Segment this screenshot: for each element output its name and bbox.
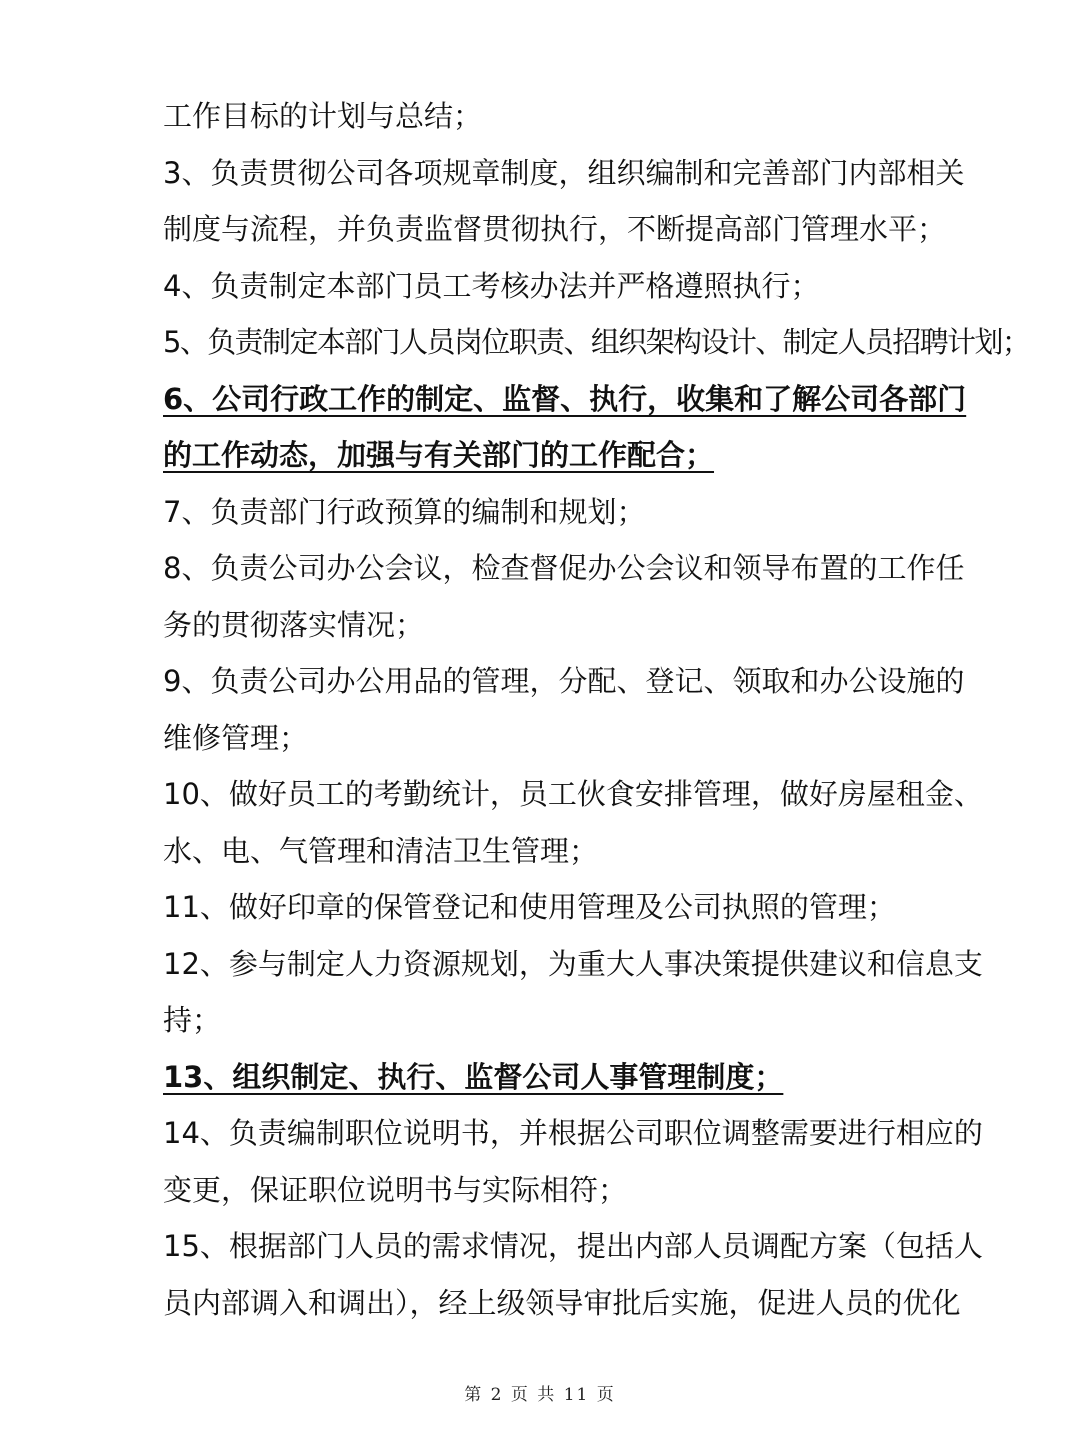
text-line <box>163 597 923 654</box>
text-line <box>163 936 983 993</box>
text-line <box>163 258 923 315</box>
text-line <box>163 1162 923 1219</box>
line-text: 员内部调入和调出），经上级领导审批后实施，促进人员的优化 <box>163 1285 961 1320</box>
line-text: 3、负责贯彻公司各项规章制度，组织编制和完善部门内部相关 <box>163 155 965 190</box>
line-text: 工作目标的计划与总结； <box>163 99 483 133</box>
text-line <box>163 823 923 880</box>
text-line <box>163 710 923 767</box>
line-text: 6、公司行政工作的制定、监督、执行，收集和了解公司各部门 <box>163 381 967 416</box>
line-text: 11、做好印章的保管登记和使用管理及公司执照的管理； <box>163 890 896 924</box>
text-line <box>163 1105 983 1162</box>
text-line <box>163 540 965 597</box>
line-text: 4、负责制定本部门员工考核办法并严格遵照执行； <box>163 268 820 303</box>
text-line <box>163 1275 961 1332</box>
text-line <box>163 314 1030 371</box>
line-text: 13、组织制定、执行、监督公司人事管理制度； <box>163 1059 784 1094</box>
line-text: 9、负责公司办公用品的管理，分配、登记、领取和办公设施的 <box>163 664 965 698</box>
line-text: 的工作动态，加强与有关部门的工作配合； <box>163 438 715 472</box>
line-text: 制度与流程，并负责监督贯彻执行，不断提高部门管理水平； <box>163 212 947 246</box>
line-text: 8、负责公司办公会议，检查督促办公会议和领导布置的工作任 <box>163 551 965 585</box>
text-line <box>163 201 947 258</box>
text-line <box>163 88 923 145</box>
document-body <box>163 88 1030 1331</box>
line-text: 7、负责部门行政预算的编制和规划； <box>163 494 646 529</box>
line-text: 水、电、气管理和清洁卫生管理； <box>163 833 599 868</box>
line-text: 10、做好员工的考勤统计，员工伙食安排管理，做好房屋租金、 <box>163 777 983 811</box>
bold-text-line <box>163 427 923 484</box>
text-line <box>163 653 965 710</box>
line-text: 变更，保证职位说明书与实际相符； <box>163 1172 628 1207</box>
line-text: 5、负责制定本部门人员岗位职责、组织架构设计、制定人员招聘计划； <box>163 325 1030 359</box>
line-text: 12、参与制定人力资源规划，为重大人事决策提供建议和信息支 <box>163 946 983 981</box>
bold-text-line <box>163 1049 923 1106</box>
text-line <box>163 766 983 823</box>
line-text: 15、根据部门人员的需求情况，提出内部人员调配方案（包括人 <box>163 1229 983 1263</box>
line-text: 14、负责编制职位说明书，并根据公司职位调整需要进行相应的 <box>163 1116 983 1150</box>
text-line <box>163 145 965 202</box>
text-line <box>163 992 923 1049</box>
line-text: 持； <box>163 1003 222 1037</box>
bold-text-line <box>163 371 967 428</box>
page-number-footer: 第 2 页 共 11 页 <box>464 1385 616 1405</box>
text-line <box>163 484 923 541</box>
text-line <box>163 879 923 936</box>
line-text: 维修管理； <box>163 720 309 755</box>
line-text: 务的贯彻落实情况； <box>163 607 425 642</box>
text-line <box>163 1218 983 1275</box>
